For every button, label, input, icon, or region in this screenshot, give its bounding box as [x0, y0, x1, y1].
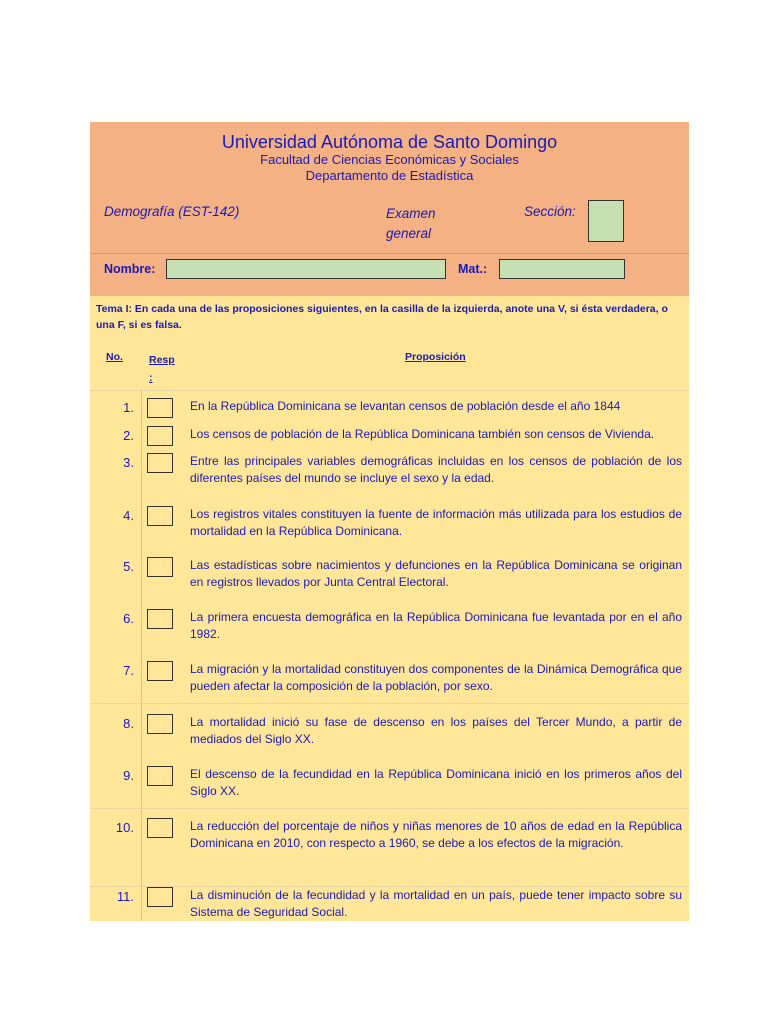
answer-box[interactable]	[147, 557, 173, 577]
question-text: El descenso de la fecundidad en la República Dominicana inició en los primeros años del Siglo XX.	[190, 767, 682, 798]
exam-label: Examen general	[386, 206, 436, 241]
question-text: Los censos de población de la República Dominicana también son censos de Vivienda.	[190, 427, 655, 441]
answer-box[interactable]	[147, 453, 173, 473]
department-title: Departamento de Estadística	[305, 168, 474, 183]
answer-box[interactable]	[147, 398, 173, 418]
question-text: Las estadísticas sobre nacimientos y defunciones en la República Dominicana se originan en registros llevados por Junta Central Electoral.	[190, 558, 682, 589]
header-divider	[90, 253, 689, 254]
name-label: Nombre:	[104, 262, 156, 276]
university-title: Universidad Autónoma de Santo Domingo	[221, 132, 558, 152]
column-header-resp: Resp :	[149, 354, 175, 384]
answer-box[interactable]	[147, 887, 173, 907]
section-label: Sección:	[524, 204, 576, 219]
question-number: 1.	[123, 400, 134, 415]
answer-box[interactable]	[147, 506, 173, 526]
question-number: 11.	[116, 889, 134, 904]
section-field[interactable]	[588, 200, 624, 242]
question-number: 7.	[123, 663, 134, 678]
row-divider	[90, 703, 689, 704]
column-header-no: No.	[106, 351, 123, 363]
question-number: 9.	[123, 768, 134, 783]
column-divider	[141, 390, 142, 921]
row-divider	[90, 390, 689, 391]
tema-instructions: Tema I: En cada una de las proposiciones siguientes, en la casilla de la izquierda, anote una V, si ésta verdadera, o una F, si es falsa.	[96, 303, 668, 331]
question-text: La disminución de la fecundidad y la mortalidad en un país, puede tener impacto sobre su Sistema de Seguridad Social.	[190, 888, 682, 919]
answer-box[interactable]	[147, 426, 173, 446]
question-text: En la República Dominicana se levantan censos de población desde el año 1844	[190, 399, 621, 413]
answer-box[interactable]	[147, 609, 173, 629]
answer-box[interactable]	[147, 766, 173, 786]
question-text: Entre las principales variables demográficas incluidas en los censos de población de los diferentes países del mundo se incluye el sexo y la edad.	[190, 454, 682, 485]
question-number: 8.	[123, 716, 134, 731]
question-number: 3.	[123, 455, 134, 470]
mat-label: Mat.:	[458, 262, 488, 276]
course-label: Demografía (EST-142)	[104, 204, 240, 219]
question-number: 2.	[123, 428, 134, 443]
question-text: La reducción del porcentaje de niños y niñas menores de 10 años de edad en la República Dominicana en 2010, con respecto a 1960, se debe a los efectos de la migración.	[190, 819, 682, 850]
question-number: 4.	[123, 508, 134, 523]
questions-section	[90, 296, 689, 921]
question-text: La mortalidad inició su fase de descenso en los países del Tercer Mundo, a partir de mediados del Siglo XX.	[190, 715, 682, 746]
mat-field[interactable]	[499, 259, 625, 279]
question-text: Los registros vitales constituyen la fuente de información más utilizada para los estudios de mortalidad en la República Dominicana.	[190, 507, 682, 538]
row-divider	[90, 808, 689, 809]
exam-header	[90, 122, 689, 296]
answer-box[interactable]	[147, 818, 173, 838]
column-header-proposicion: Proposición	[405, 351, 466, 363]
name-field[interactable]	[166, 259, 446, 279]
question-number: 5.	[123, 559, 134, 574]
answer-box[interactable]	[147, 714, 173, 734]
answer-box[interactable]	[147, 661, 173, 681]
faculty-title: Facultad de Ciencias Económicas y Sociales	[260, 152, 519, 167]
question-number: 10.	[115, 820, 134, 835]
question-text: La migración y la mortalidad constituyen dos componentes de la Dinámica Demográfica que pueden afectar la composición de la población, por sexo.	[190, 662, 682, 693]
question-text: La primera encuesta demográfica en la República Dominicana fue levantada por en el año 1982.	[190, 610, 682, 641]
question-number: 6.	[123, 611, 134, 626]
exam-sheet	[90, 122, 689, 921]
